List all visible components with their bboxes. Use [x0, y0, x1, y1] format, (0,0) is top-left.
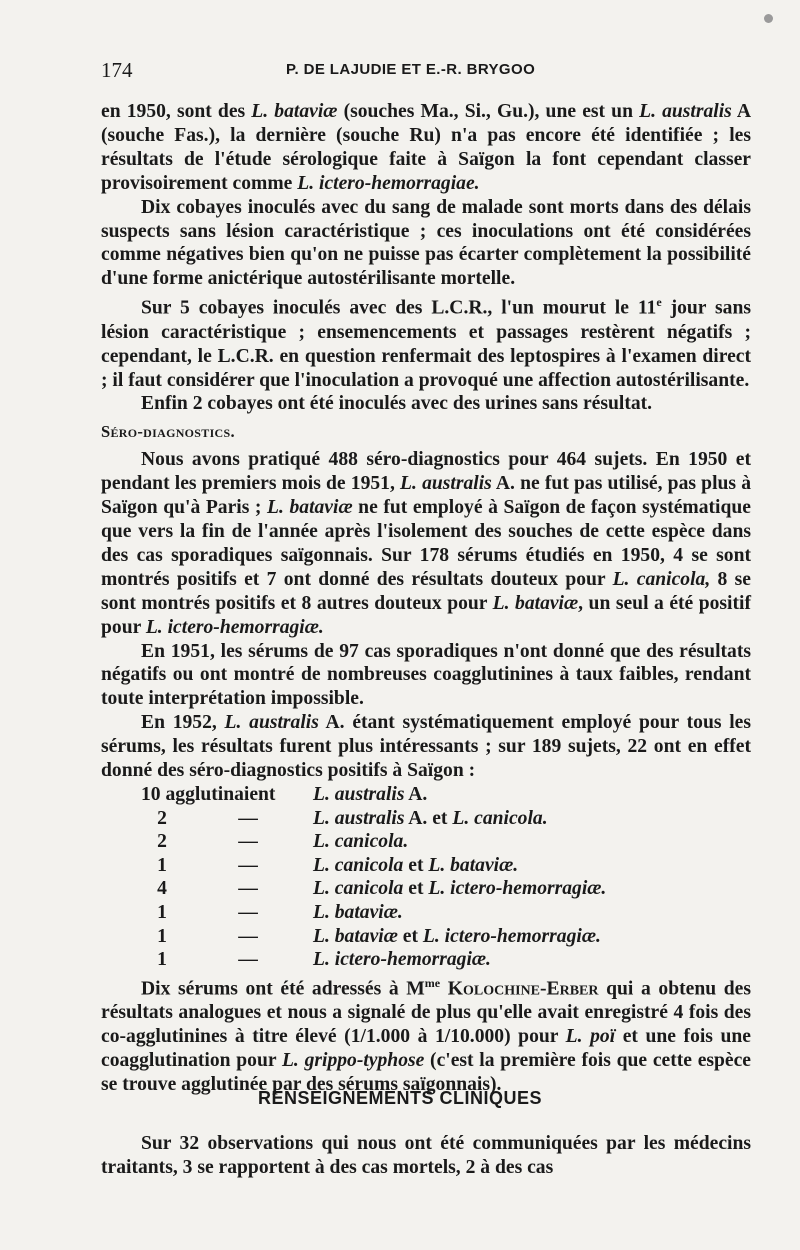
clinical-text	[101, 1132, 751, 1180]
results-row: 1 — L. bataviæ et L. ictero-hemorragiæ.	[157, 925, 601, 947]
paragraph-9: Sur 32 observations qui nous ont été communiquées par les médecins traitants, 3 se rapportent à des cas mortels, 2 à des cas	[101, 1133, 751, 1178]
paragraph-6: En 1951, les sérums de 97 cas sporadiques n'ont donné que des résultats négatifs ou ont montré de nombreuses coagglutinines à taux faibles, rendant toute interprétation impossible.	[101, 640, 751, 710]
paragraph-7: En 1952, L. australis A. étant systématiquement employé pour tous les sérums, les résultats furent plus intéressants ; sur 189 sujets, 22 ont en effet donné des séro-diagnostics positifs à Saïgon :	[101, 712, 751, 782]
paragraph-3: Sur 5 cobayes inoculés avec des L.C.R., l'un mourut le 11e jour sans lésion caractéristique ; ensemencements et passages restèrent négatifs ; cependant, le L.C.R. en question renfermait des leptospires à l'examen direct ; il faut considérer que l'inoculation a provoqué une affection autostérilisante.	[101, 295, 751, 391]
section-title-sero: Séro-diagnostics.	[101, 422, 235, 442]
page-header	[101, 58, 751, 88]
results-row: 1 — L. canicola et L. bataviæ.	[157, 854, 519, 876]
results-row: 4 — L. canicola et L. ictero-hemorragiæ.	[157, 878, 607, 900]
results-row-first: 10 agglutinaient L. australis A.	[141, 784, 428, 805]
paragraph-5: Nous avons pratiqué 488 séro-diagnostics pour 464 sujets. En 1950 et pendant les premiers mois de 1951, L. australis A. ne fut pas utilisé, pas plus à Saïgon qu'à Paris ; L. bataviæ ne fut employé à Saïgon de façon systématique que vers la fin de l'année après l'isolement des souches de cette espèce dans des cas sporadiques saïgonnais. Sur 178 sérums étudiés en 1950, 4 se sont montrés positifs et 7 ont donné des résultats douteux pour L. canicola, 8 se sont montrés positifs et 8 autres douteux pour L. bataviæ, un seul a été positif pour L. ictero-hemorragiæ.	[101, 449, 752, 638]
paragraph-8: Dix sérums ont été adressés à $M^{me}$ Kolochine-Erber qui a obtenu des résultats analogues et nous a signalé de plus qu'elle avait enregistré 4 fois des co-agglutinines à titre élevé (1/1.000 à 1/10.000) pour L. poï et une fois une coagglutination pour L. grippo-typhose (c'est la première fois que cette espèce se trouve agglutinée par des sérums saïgonnais).	[101, 975, 752, 1095]
scan-speck	[764, 14, 773, 23]
results-row: 2 — L. canicola.	[157, 831, 409, 853]
main-text	[101, 100, 751, 1097]
running-head: P. DE LAJUDIE ET E.-R. BRYGOO	[286, 61, 536, 78]
results-table	[141, 783, 606, 972]
paragraph-1: en 1950, sont des L. bataviæ (souches Ma., Si., Gu.), une est un L. australis A (souche Fas.), la dernière (souche Ru) n'a pas encore été identifiée ; les résultats de l'étude sérologique faite à Saïgon la font cependant classer provisoirement comme L. ictero-hemorragiae.	[101, 101, 752, 194]
paragraph-2: Dix cobayes inoculés avec du sang de malade sont morts dans des délais suspects sans lésion caractéristique ; ces inoculations ont été considérées comme négatives bien qu'on ne puisse pas écarter complètement la possibilité d'une forme anictérique autostérilisante mortelle.	[101, 196, 751, 290]
results-row: 1 — L. bataviæ.	[157, 901, 403, 923]
results-row: 2 — L. australis A. et L. canicola.	[157, 807, 548, 829]
results-row: 1 — L. ictero-hemorragiæ.	[157, 949, 491, 971]
paragraph-4: Enfin 2 cobayes ont été inoculés avec des urines sans résultat.	[141, 393, 653, 415]
section-title-clinical: RENSEIGNEMENTS CLINIQUES	[257, 1088, 543, 1108]
page-number: 174	[101, 58, 133, 82]
